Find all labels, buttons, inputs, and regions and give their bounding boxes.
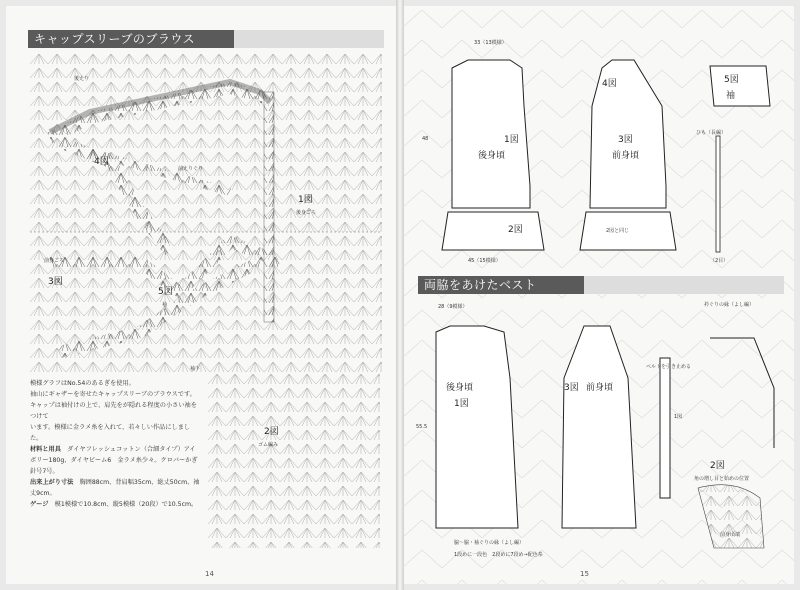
edge-fig2-note: 角の増し目と始めの位置 <box>694 476 750 482</box>
body-line: 袖山にギャザーを寄せたキャップスリーブのブラウスです。 <box>30 391 196 398</box>
materials-label: 材料と用具 <box>30 446 61 453</box>
body-line: います。模様に金ラメ糸を入れて、若々しい作品にしました。 <box>30 424 191 442</box>
sleeve-fig-label: 5図 <box>724 75 739 85</box>
sleeve-name-label: 袖 <box>726 91 736 101</box>
gauge-text: 模1模様で10.8cm、縦5模様（20段）で10.5cm。 <box>54 501 198 508</box>
fig2-label: 2図 <box>264 427 279 437</box>
edge-fig2: 2図 <box>710 461 725 471</box>
hem-fig-label: 2図 <box>508 225 523 235</box>
front-neck-label: 前えりぐり <box>178 166 204 172</box>
vest-front-fig: 3図 <box>564 383 579 393</box>
fig1-label: 1図 <box>298 195 313 205</box>
back-width-label: 33（13模様） <box>474 40 507 46</box>
fig3-label: 3図 <box>48 277 63 287</box>
fig4-label-top: 4図 <box>602 79 617 89</box>
fig4-label: 4図 <box>94 157 109 167</box>
crochet-chart <box>30 52 382 372</box>
string-size-label: （2目） <box>710 258 729 264</box>
ribbing-chart <box>208 372 380 548</box>
back-fig-label: 1図 <box>504 135 519 145</box>
body-line: 模様グラフはNo.54のあるぎを使用。 <box>30 380 135 387</box>
materials-text: ダイヤフレッシュコットン（合細タイプ）アイボリー180g、ダイヤビーム6 金ラメ糸少々。クロバーかぎ針号7号。 <box>30 446 198 475</box>
front-fig-label: 3図 <box>618 135 633 145</box>
belt-label: ベルトを引き止める <box>646 364 692 370</box>
back-name-label: 後身頃 <box>478 151 506 161</box>
hem-width-label: 45（15模様） <box>468 258 501 264</box>
vest-front-name: 前身頃 <box>586 383 614 393</box>
hem-fig2-label: 2図と同じ <box>606 228 630 234</box>
fig1-sub: 後身ごろ <box>296 210 317 216</box>
left-page-title <box>28 30 384 48</box>
fig3-sub: 前身ごろ <box>44 258 65 264</box>
size-text: 胸囲88cm、背肩幅35cm、総丈50cm、袖丈9cm。 <box>30 479 200 497</box>
vest-title-text: 両脇をあけたベスト <box>424 278 537 292</box>
fig2-sub: ゴム編み <box>258 442 279 448</box>
side-edge-label: 脇～脇・袖ぐりの縁（よし編） <box>454 540 525 546</box>
sleeve-bottom-label: 袖下 <box>190 366 201 372</box>
vest-back-fig: 1図 <box>454 399 469 409</box>
body-line: キャップは袖付けの上で、肩先をが隠れる程度の小さい袖をつけて <box>30 402 197 420</box>
gauge-label: ゲージ <box>30 501 49 508</box>
border-fig-label: 1図 <box>674 414 683 420</box>
fig5-label: 5図 <box>158 287 173 297</box>
vest-top-diagrams <box>420 36 780 268</box>
right-page-number: 15 <box>580 570 589 578</box>
instructions-text <box>30 378 200 510</box>
left-title-text: キャップスリーブのブラウス <box>34 32 196 46</box>
size-label: 出来上がり寸法 <box>30 479 74 486</box>
front-edge-label: 前身頃端 <box>720 532 741 538</box>
string-label: ひも（長編） <box>696 130 727 136</box>
vest-height: 55.5 <box>416 424 428 430</box>
left-page-number: 14 <box>205 570 214 578</box>
fig5-sub: 袖 <box>162 302 168 308</box>
back-neck-label: 後えり <box>74 76 90 82</box>
vest-section-title <box>418 276 784 294</box>
vest-width-top: 28（9模様） <box>438 304 468 310</box>
bottom-note-label: 1段めに一段色 2段めに7段め→配色糸 <box>454 552 543 558</box>
vest-back-name: 後身頃 <box>446 383 474 393</box>
height-label: 48 <box>422 136 429 142</box>
edge-label: 衿ぐりの縁（よし編） <box>704 302 755 308</box>
vest-bottom-diagrams <box>414 298 786 560</box>
front-name-label: 前身頃 <box>612 151 640 161</box>
